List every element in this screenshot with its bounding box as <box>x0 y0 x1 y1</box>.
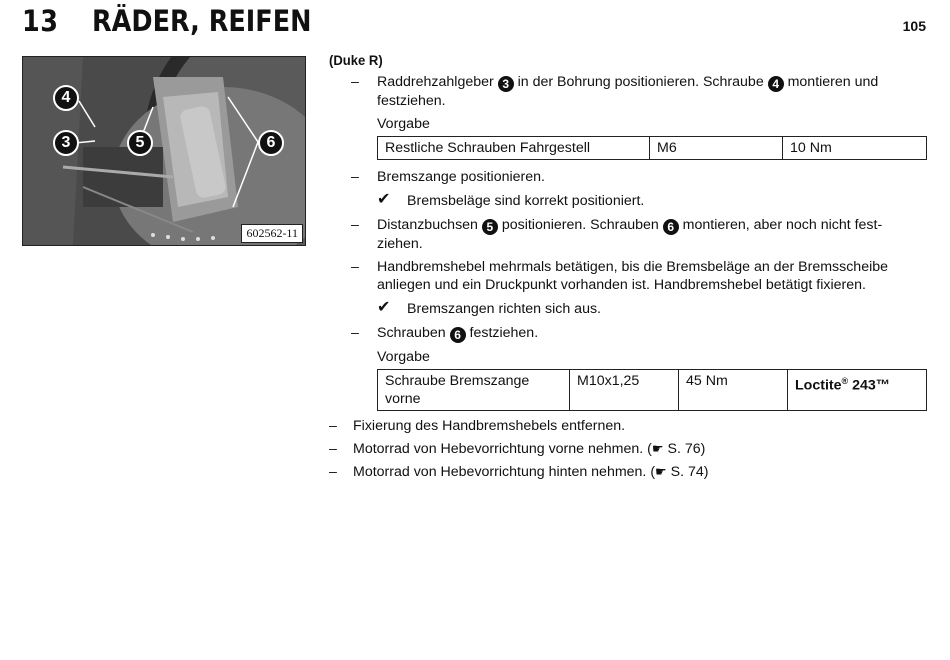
vorgabe-label: Vorgabe <box>377 116 430 132</box>
check-icon: ✔ <box>377 299 391 316</box>
loctite-name: Loctite <box>795 377 842 394</box>
dash: – <box>351 169 359 185</box>
step-text: Motorrad von Hebevorrichtung vorne nehmen. ( <box>353 441 652 457</box>
step-5 <box>329 324 927 343</box>
step-text: Handbremshebel mehrmals betätigen, bis die Bremsbeläge an der Bremsscheibe anliegen und ein Druckpunkt vorhanden ist. Handbremshebel betätigt fixieren. <box>377 259 889 293</box>
result-1 <box>329 192 927 210</box>
dash: – <box>351 259 359 275</box>
step-2 <box>329 168 927 186</box>
figure-id: 602562-11 <box>241 224 303 243</box>
table-cell: Schraube Bremszange vorne <box>378 370 570 411</box>
result-text: Bremszangen richten sich aus. <box>407 301 601 317</box>
spec-table-2 <box>377 369 927 411</box>
table-cell: 10 Nm <box>783 137 927 160</box>
check-icon: ✔ <box>377 191 391 208</box>
table-cell: M6 <box>650 137 783 160</box>
callout-5: 5 <box>127 130 153 156</box>
page-reference-link[interactable]: S. 76) <box>663 441 706 457</box>
dash: – <box>329 464 337 480</box>
pointing-hand-icon: ☛ <box>655 464 667 479</box>
step-text: Raddrehzahlgeber <box>377 74 498 90</box>
step-8 <box>329 463 927 481</box>
callout-3: 3 <box>53 130 79 156</box>
step-text: Distanzbuchsen <box>377 217 482 233</box>
brake-caliper-photo <box>22 56 306 246</box>
step-6 <box>329 417 927 435</box>
dash: – <box>351 74 359 90</box>
step-text: positionieren. Schrauben <box>497 217 663 233</box>
dash: – <box>329 441 337 457</box>
ref-5: 5 <box>482 219 498 235</box>
step-text: montieren und festziehen. <box>377 74 879 109</box>
dash: – <box>329 418 337 434</box>
callout-6: 6 <box>258 130 284 156</box>
step-text: Motorrad von Hebevorrichtung hinten nehmen. ( <box>353 464 656 480</box>
spec-table-1 <box>377 136 927 160</box>
table-cell: 45 Nm <box>679 370 788 411</box>
step-4 <box>329 258 927 294</box>
registered-mark: ® <box>841 376 849 386</box>
callout-4: 4 <box>53 85 79 111</box>
result-2 <box>329 300 927 318</box>
ref-4: 4 <box>768 76 784 92</box>
table-cell <box>788 370 927 411</box>
vorgabe-label: Vorgabe <box>377 349 430 365</box>
dash: – <box>351 325 359 341</box>
chapter-title: RÄDER, REIFEN <box>92 4 312 38</box>
step-7 <box>329 440 927 458</box>
chapter-number: 13 <box>22 4 59 38</box>
table-row <box>378 370 927 411</box>
step-text: in der Bohrung positionieren. Schraube <box>513 74 768 90</box>
table-cell: M10x1,25 <box>570 370 679 411</box>
step-text: Schrauben <box>377 325 450 341</box>
table-cell: Restliche Schrauben Fahrgestell <box>378 137 650 160</box>
step-text: Bremszange positionieren. <box>377 169 545 185</box>
result-text: Bremsbeläge sind korrekt positioniert. <box>407 193 645 209</box>
page-number: 105 <box>902 18 926 34</box>
variant-label: (Duke R) <box>329 53 383 69</box>
pointing-hand-icon: ☛ <box>651 441 664 456</box>
loctite-type: 243™ <box>848 377 890 394</box>
step-text: montieren, aber noch nicht fest-ziehen. <box>377 217 883 252</box>
instruction-content <box>329 52 927 481</box>
step-text: Fixierung des Handbremshebels entfernen. <box>353 418 626 434</box>
ref-6: 6 <box>663 219 679 235</box>
step-3 <box>329 216 927 253</box>
page-reference-link[interactable]: S. 74) <box>666 464 709 480</box>
step-1 <box>329 73 927 110</box>
dash: – <box>351 217 359 233</box>
table-row <box>378 137 927 160</box>
ref-6: 6 <box>450 327 466 343</box>
ref-3: 3 <box>498 76 514 92</box>
step-text: festziehen. <box>465 325 539 341</box>
